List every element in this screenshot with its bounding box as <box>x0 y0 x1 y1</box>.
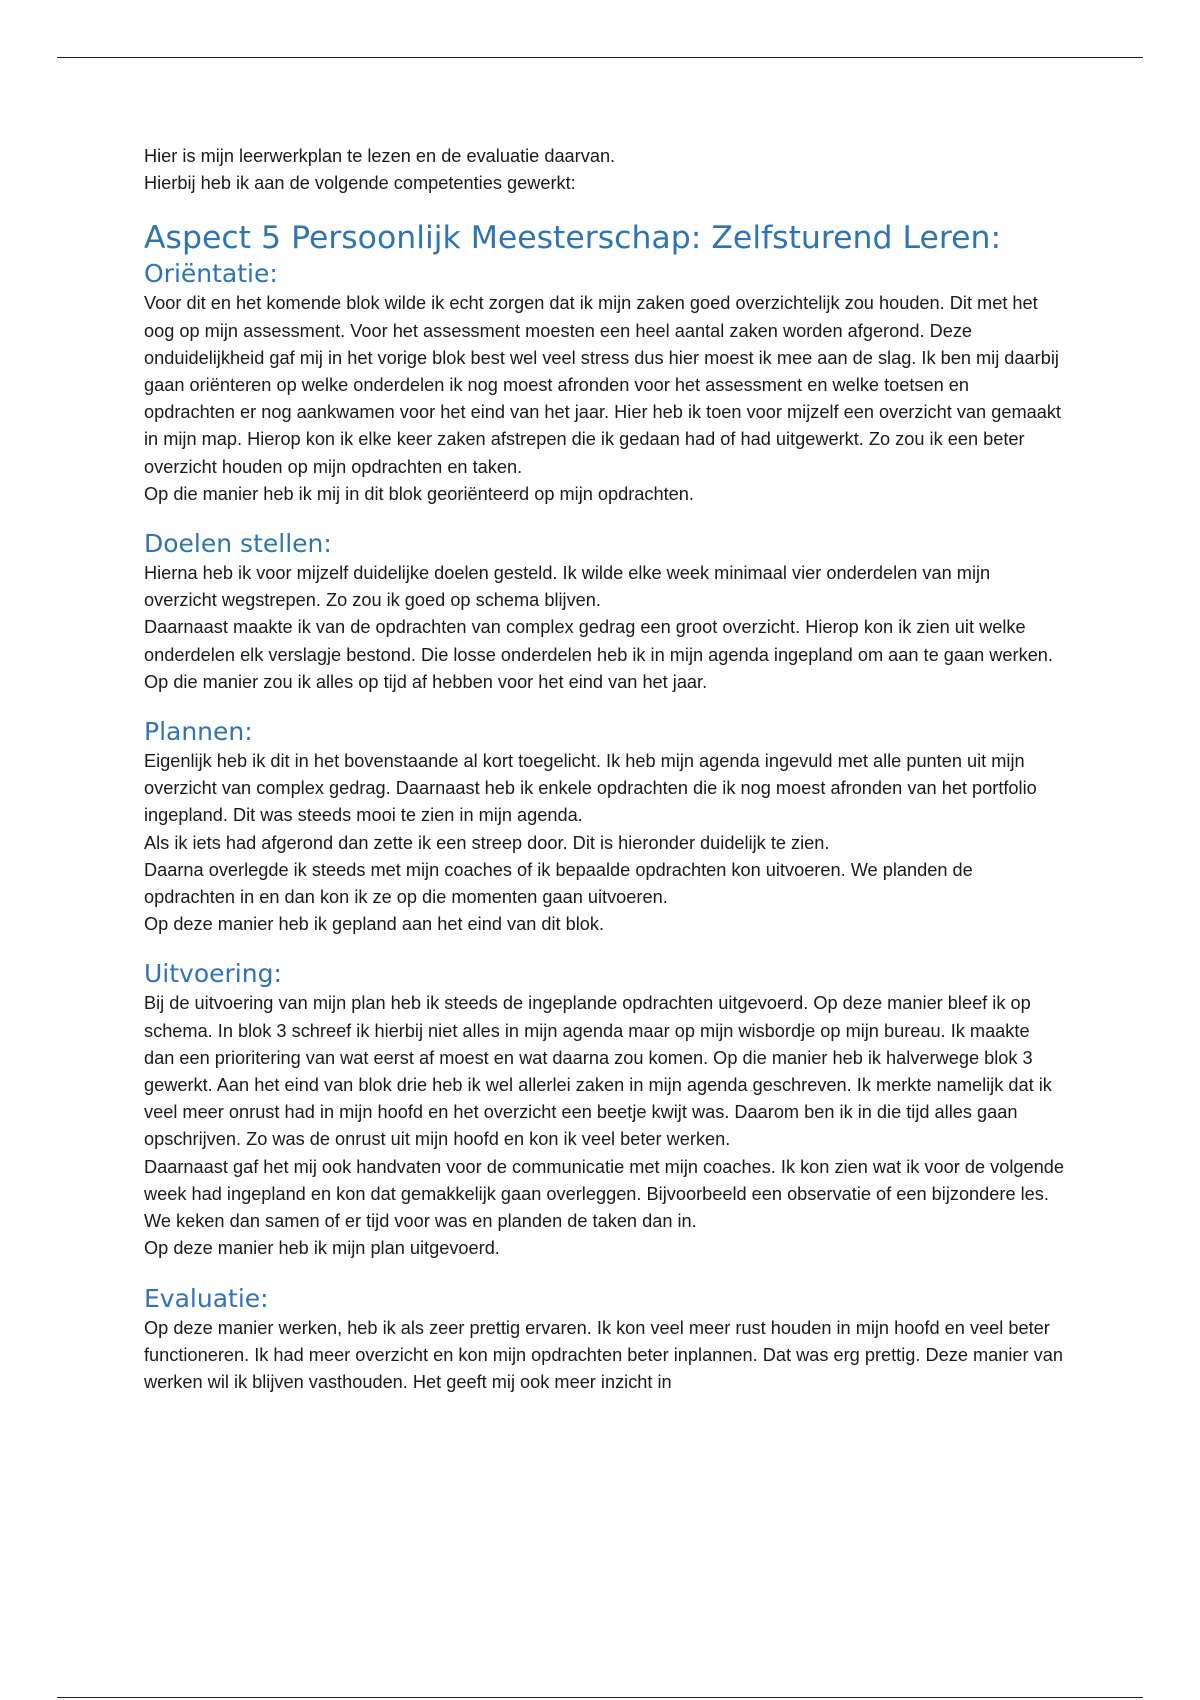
footer-rule <box>57 1697 1143 1698</box>
paragraph: Op die manier heb ik mij in dit blok georiënteerd op mijn opdrachten. <box>144 483 694 504</box>
paragraph: Daarnaast maakte ik van de opdrachten van complex gedrag een groot overzicht. Hierop kon ik zien uit welke onderdelen elk verslagje bestond. Die losse onderdelen heb ik in mijn agenda ingepland om aan te gaan werken. Op die manier zou ik alles op tijd af hebben voor het eind van het jaar. <box>144 617 1053 692</box>
section-heading: Evaluatie: <box>144 1283 269 1313</box>
document-title: Aspect 5 Persoonlijk Meesterschap: Zelfsturend Leren: <box>144 220 1002 257</box>
section-plannen <box>144 716 1064 938</box>
intro-line: Hierbij heb ik aan de volgende competenties gewerkt: <box>144 173 576 194</box>
paragraph: Op deze manier heb ik gepland aan het eind van dit blok. <box>144 914 605 935</box>
section-heading: Uitvoering: <box>144 959 282 989</box>
section-heading: Oriëntatie: <box>144 259 278 289</box>
section-evaluatie <box>144 1283 1064 1397</box>
paragraph: Voor dit en het komende blok wilde ik echt zorgen dat ik mijn zaken goed overzichtelijk zou houden. Dit met het oog op mijn assessment. Voor het assessment moesten een heel aantal zaken worden afgerond. Deze onduidelijkheid gaf mij in het vorige blok best wel veel stress dus hier moest ik mee aan de slag. Ik ben mij daarbij gaan oriënteren op welke onderdelen ik nog moest afronden voor het assessment en welke toetsen en opdrachten er nog aankwamen voor het eind van het jaar. Hier heb ik toen voor mijzelf een overzicht van gemaakt in mijn map. Hierop kon ik elke keer zaken afstrepen die ik gedaan had of had uitgewerkt. Zo zou ik een beter overzicht houden op mijn opdrachten en taken. <box>144 293 1061 477</box>
section-heading: Doelen stellen: <box>144 529 332 559</box>
paragraph: Eigenlijk heb ik dit in het bovenstaande al kort toegelicht. Ik heb mijn agenda ingevuld met alle punten uit mijn overzicht van complex gedrag. Daarnaast heb ik enkele opdrachten die ik nog moest afronden van het portfolio ingepland. Dit was steeds mooi te zien in mijn agenda. <box>144 751 1037 826</box>
paragraph: Daarnaast gaf het mij ook handvaten voor de communicatie met mijn coaches. Ik kon zien wat ik voor de volgende week had ingepland en kon dat gemakkelijk gaan overleggen. Bijvoorbeeld een observatie of een bijzondere les. We keken dan samen of er tijd voor was en planden de taken dan in. <box>144 1156 1064 1232</box>
paragraph: Bij de uitvoering van mijn plan heb ik steeds de ingeplande opdrachten uitgevoerd. Op deze manier bleef ik op schema. In blok 3 schreef ik hierbij niet alles in mijn agenda maar op mijn wisbordje op mijn bureau. Ik maakte dan een prioritering van wat eerst af moest en wat daarna zou komen. Op die manier heb ik halverwege blok 3 gewerkt. Aan het eind van blok drie heb ik wel allerlei zaken in mijn agenda geschreven. Ik merkte namelijk dat ik veel meer onrust had in mijn hoofd en het overzicht een beetje kwijt was. Daarom ben ik in die tijd alles gaan opschrijven. Zo was de onrust uit mijn hoofd en kon ik veel beter werken. <box>144 993 1052 1150</box>
intro <box>144 143 1064 197</box>
header-rule <box>57 57 1143 58</box>
section-doelen-stellen <box>144 528 1064 696</box>
paragraph: Als ik iets had afgerond dan zette ik een streep door. Dit is hieronder duidelijk te zien. <box>144 832 830 853</box>
section-uitvoering <box>144 958 1064 1262</box>
paragraph: Hierna heb ik voor mijzelf duidelijke doelen gesteld. Ik wilde elke week minimaal vier onderdelen van mijn overzicht wegstrepen. Zo zou ik goed op schema blijven. <box>144 563 991 611</box>
section-heading: Plannen: <box>144 717 253 747</box>
paragraph: Op deze manier heb ik mijn plan uitgevoerd. <box>144 1238 500 1259</box>
section-orientatie <box>144 258 1064 508</box>
paragraph: Op deze manier werken, heb ik als zeer prettig ervaren. Ik kon veel meer rust houden in mijn hoofd en veel beter functioneren. Ik had meer overzicht en kon mijn opdrachten beter inplannen. Dat was erg prettig. Deze manier van werken wil ik blijven vasthouden. Het geeft mij ook meer inzicht in <box>144 1317 1063 1392</box>
intro-line: Hier is mijn leerwerkplan te lezen en de evaluatie daarvan. <box>144 146 616 166</box>
paragraph: Daarna overlegde ik steeds met mijn coaches of ik bepaalde opdrachten kon uitvoeren. We planden de opdrachten in en dan kon ik ze op die momenten gaan uitvoeren. <box>144 859 973 908</box>
document-body <box>144 143 1064 1396</box>
